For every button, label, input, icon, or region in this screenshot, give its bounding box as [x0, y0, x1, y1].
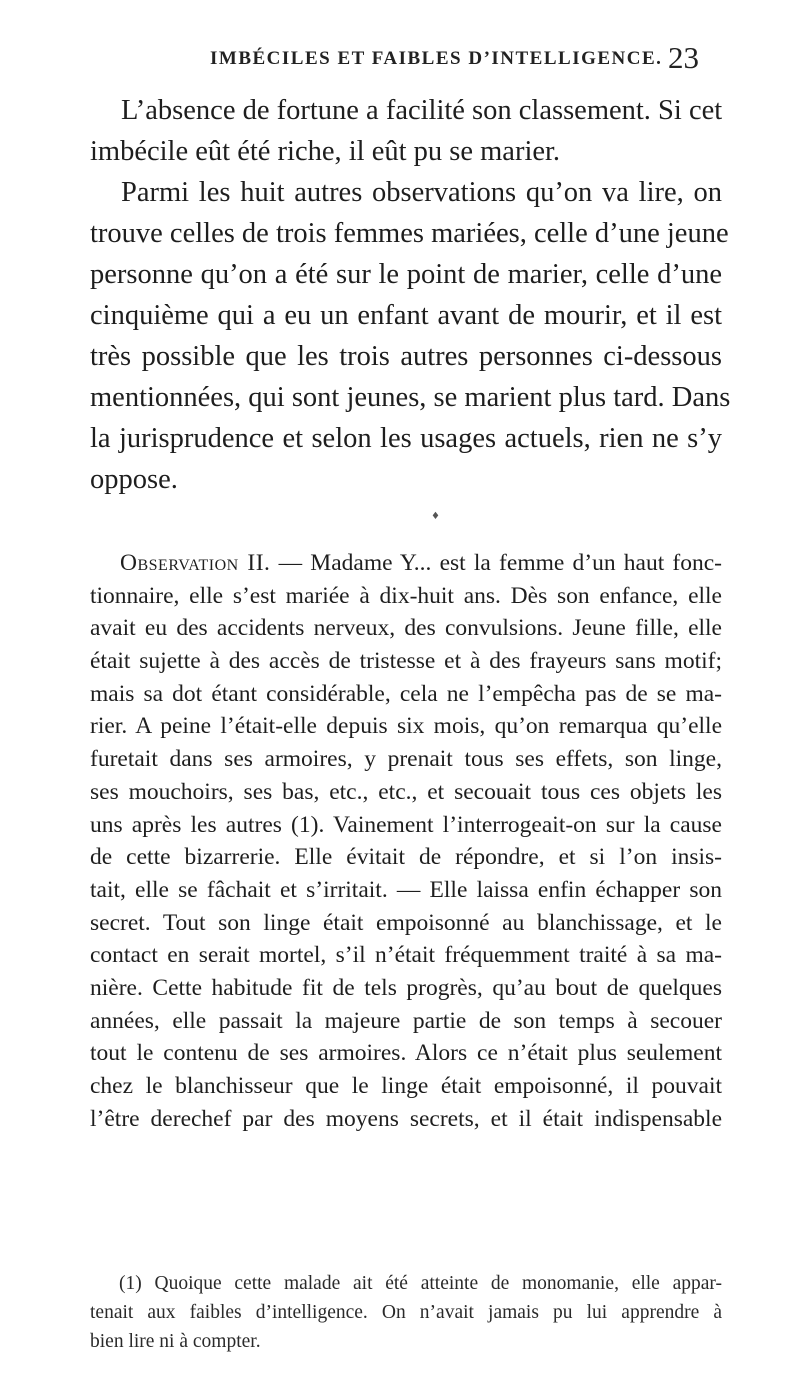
text-line: imbécile eût été riche, il eût pu se marier.: [90, 136, 561, 167]
text-line: chez le blanchisseur que le linge était empoisonné, il pouvait: [90, 1073, 722, 1099]
footnote: [90, 1269, 722, 1356]
text-line: l’être derechef par des moyens secrets, et il était indispensable: [90, 1105, 722, 1132]
stray-print-mark: ♦: [431, 511, 440, 522]
text-line: rier. A peine l’était-elle depuis six mois, qu’on remarqua qu’elle: [90, 713, 722, 740]
text-line: années, elle passait la majeure partie de son temps à secouer: [90, 1007, 722, 1034]
text-line: L’absence de fortune a facilité son classement. Si cet: [121, 95, 723, 126]
text-line: très possible que les trois autres personnes ci-dessous: [90, 341, 722, 372]
footnote-line: (1) Quoique cette malade ait été atteinte de monomanie, elle appar-: [119, 1273, 722, 1294]
observation-text: [90, 547, 722, 1135]
text-line: tait, elle se fâchait et s’irritait. — Elle laissa enfin échapper son: [90, 876, 722, 903]
text-line: tionnaire, elle s’est mariée à dix-huit ans. Dès son enfance, elle: [90, 582, 722, 609]
text-line: nière. Cette habitude fit de tels progrès, qu’au bout de quelques: [90, 974, 722, 1001]
text-line: la jurisprudence et selon les usages actuels, rien ne s’y: [90, 423, 722, 454]
text-line: secret. Tout son linge était empoisonné au blanchissage, et le: [90, 909, 722, 936]
page-number: 23: [668, 40, 699, 75]
observation-first-line-text: — Madame Y... est la femme d’un haut fonc-: [270, 550, 723, 576]
text-line: était sujette à des accès de tristesse et à des frayeurs sans motif;: [90, 648, 722, 675]
text-line: contact en serait mortel, s’il n’était fréquemment traité à sa ma-: [90, 942, 722, 969]
text-line: cinquième qui a eu un enfant avant de mourir, et il est: [90, 300, 722, 331]
text-line: furetait dans ses armoires, y prenait tous ses effets, son linge,: [90, 746, 722, 773]
text-line: ses mouchoirs, ses bas, etc., etc., et secouait tous ces objets les: [90, 778, 722, 805]
observation-label: Observation II.: [120, 550, 271, 576]
running-head: IMBÉCILES ET FAIBLES D’INTELLIGENCE.: [210, 48, 663, 69]
observation-first-line: [90, 547, 722, 580]
text-line: trouve celles de trois femmes mariées, celle d’une jeune: [90, 218, 729, 249]
text-line: de cette bizarrerie. Elle évitait de répondre, et si l’on insis-: [90, 844, 722, 871]
footnote-line: bien lire ni à compter.: [90, 1331, 261, 1352]
text-line: avait eu des accidents nerveux, des convulsions. Jeune fille, elle: [90, 615, 722, 642]
text-line: mais sa dot étant considérable, cela ne l’empêcha pas de se ma-: [90, 680, 722, 707]
text-line: Parmi les huit autres observations qu’on va lire, on: [121, 177, 722, 208]
text-line: mentionnées, qui sont jeunes, se marient plus tard. Dans: [90, 382, 731, 413]
footnote-line: tenait aux faibles d’intelligence. On n’avait jamais pu lui apprendre à: [90, 1302, 722, 1323]
main-text: [90, 90, 731, 500]
text-line: uns après les autres (1). Vainement l’interrogeait-on sur la cause: [90, 811, 722, 838]
text-line: tout le contenu de ses armoires. Alors ce n’était plus seulement: [90, 1040, 722, 1067]
text-line: oppose.: [90, 464, 178, 495]
text-line: personne qu’on a été sur le point de marier, celle d’une: [90, 259, 722, 290]
